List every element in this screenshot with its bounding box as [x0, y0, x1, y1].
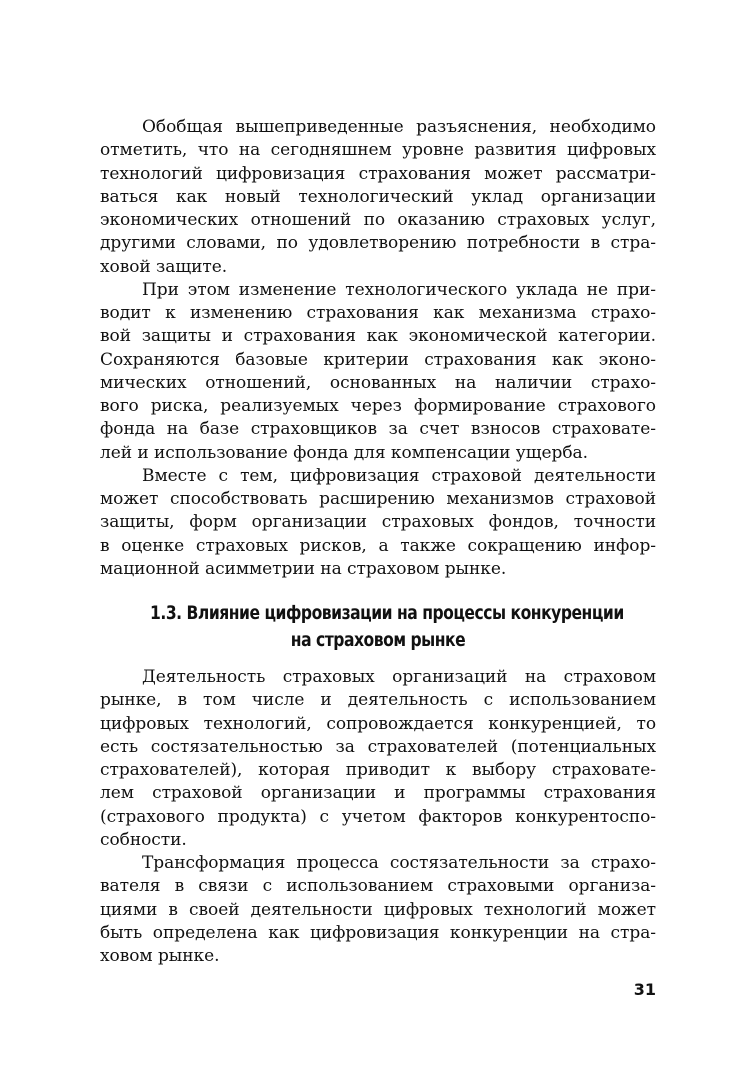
- text-line: лей и использование фонда для компенсации ущерба.: [100, 442, 588, 463]
- text-line: цифровых технологий, сопровождается конкуренцией, то: [100, 713, 656, 734]
- paragraph-4: [100, 666, 656, 852]
- text-line: Обобщая вышеприведенные разъяснения, необходимо: [142, 117, 656, 137]
- text-line: вого риска, реализуемых через формирование страхового: [100, 396, 656, 416]
- text-line: может способствовать расширению механизмов страховой: [100, 489, 656, 509]
- text-line: страхователей), которая приводит к выбору страховате-: [100, 760, 656, 780]
- text-line: рынке, в том числе и деятельность с использованием: [100, 690, 656, 711]
- text-line: есть состязательностью за страхователей (потенциальных: [100, 736, 656, 757]
- paragraph-5: [100, 852, 656, 968]
- paragraph-1: [100, 116, 656, 279]
- text-line: технологий цифровизация страхования может рассматри-: [100, 163, 656, 184]
- paragraph-3: [100, 465, 656, 581]
- text-line: Трансформация процесса состязательности за страхо-: [142, 853, 656, 873]
- text-line: циями в своей деятельности цифровых технологий может: [100, 899, 656, 920]
- text-line: другими словами, по удовлетворению потребности в стра-: [100, 233, 656, 254]
- text-line: вой защиты и страхования как экономической категории.: [100, 326, 656, 347]
- text-line: фонда на базе страховщиков за счет взносов страховате-: [100, 419, 656, 440]
- text-line: защиты, форм организации страховых фондов, точности: [100, 512, 656, 533]
- text-line: ховом рынке.: [100, 946, 220, 966]
- text-line: мационной асимметрии на страховом рынке.: [100, 558, 507, 579]
- text-line: Сохраняются базовые критерии страхования как эконо-: [100, 349, 656, 370]
- text-block-top: [100, 116, 656, 581]
- section-heading-line: на страховом рынке: [290, 629, 466, 651]
- text-line: в оценке страховых рисков, а также сокращению инфор-: [100, 535, 656, 556]
- text-line: собности.: [100, 829, 187, 850]
- section-heading-line: 1.3. Влияние цифровизации на процессы конкуренции: [150, 602, 624, 624]
- text-line: При этом изменение технологического уклада не при-: [142, 279, 656, 300]
- text-line: вателя в связи с использованием страховыми организа-: [100, 876, 656, 897]
- text-line: Вместе с тем, цифровизация страховой деятельности: [142, 465, 656, 486]
- text-line: ховой защите.: [100, 256, 228, 277]
- text-line: (страхового продукта) с учетом факторов конкурентоспо-: [100, 806, 656, 827]
- paragraph-2: [100, 279, 656, 465]
- text-line: ваться как новый технологический уклад организации: [100, 186, 656, 207]
- section-heading: [100, 600, 656, 654]
- text-line: отметить, что на сегодняшнем уровне развития цифровых: [100, 140, 656, 161]
- text-line: быть определена как цифровизация конкуренции на стра-: [100, 922, 656, 943]
- page-number: 31: [633, 980, 656, 999]
- text-line: экономических отношений по оказанию страховых услуг,: [100, 210, 656, 230]
- text-line: водит к изменению страхования как механизма страхо-: [100, 303, 656, 323]
- text-line: Деятельность страховых организаций на страховом: [142, 667, 656, 687]
- text-block-bottom: [100, 666, 656, 968]
- text-line: лем страховой организации и программы страхования: [100, 783, 656, 804]
- text-line: мических отношений, основанных на наличии страхо-: [100, 372, 656, 393]
